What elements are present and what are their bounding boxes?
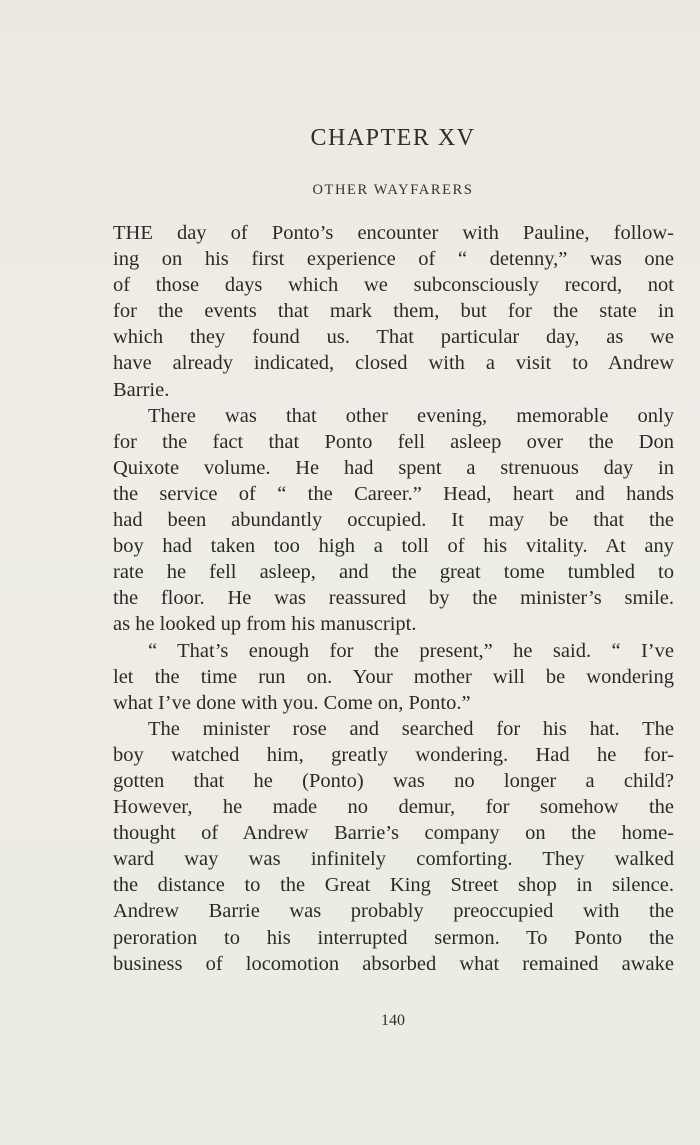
text-line: ward way was infinitely comforting. They walked xyxy=(113,848,674,871)
page-number: 140 xyxy=(381,1012,405,1029)
paragraph xyxy=(113,220,674,403)
text-line: had been abundantly occupied. It may be that the xyxy=(113,509,674,532)
text-line: There was that other evening, memorable only xyxy=(148,404,674,427)
paragraph xyxy=(113,403,674,638)
text-line: peroration to his interrupted sermon. To Ponto the xyxy=(113,926,674,949)
text-line: Barrie. xyxy=(113,378,170,401)
paragraph xyxy=(113,638,674,716)
text-line: business of locomotion absorbed what remained awake xyxy=(113,952,674,975)
text-line: THE day of Ponto’s encounter with Pauline, follow- xyxy=(113,222,674,244)
chapter-title: CHAPTER XV xyxy=(310,125,476,151)
text-line: Andrew Barrie was probably preoccupied with the xyxy=(113,900,674,923)
text-line: what I’ve done with you. Come on, Ponto.” xyxy=(113,691,471,714)
text-line: However, he made no demur, for somehow the xyxy=(113,796,674,819)
text-line: ing on his first experience of “ detenny,” was one xyxy=(113,248,674,271)
text-line: have already indicated, closed with a visit to Andrew xyxy=(113,352,674,375)
text-line: of those days which we subconsciously record, not xyxy=(113,274,674,297)
paragraph xyxy=(113,716,674,977)
text-line: for the fact that Ponto fell asleep over the Don xyxy=(113,430,674,453)
text-line: boy had taken too high a toll of his vitality. At any xyxy=(113,535,674,558)
text-line: boy watched him, greatly wondering. Had he for- xyxy=(113,743,674,766)
text-line: gotten that he (Ponto) was no longer a child? xyxy=(113,769,674,792)
text-line: “ That’s enough for the present,” he said. “ I’ve xyxy=(148,639,674,662)
text-line: the floor. He was reassured by the minister’s smile. xyxy=(113,587,674,610)
text-line: The minister rose and searched for his hat. The xyxy=(148,717,674,740)
text-line: the distance to the Great King Street shop in silence. xyxy=(113,874,674,897)
text-line: let the time run on. Your mother will be wondering xyxy=(113,665,674,688)
text-line: Quixote volume. He had spent a strenuous day in xyxy=(113,456,674,479)
text-line: thought of Andrew Barrie’s company on the home- xyxy=(113,822,674,845)
text-line: which they found us. That particular day, as we xyxy=(113,326,674,349)
text-line: for the events that mark them, but for the state in xyxy=(113,300,674,323)
text-line: rate he fell asleep, and the great tome tumbled to xyxy=(113,561,674,584)
text-line: the service of “ the Career.” Head, heart and hands xyxy=(113,482,674,505)
chapter-subtitle: OTHER WAYFARERS xyxy=(312,182,474,198)
body-text xyxy=(113,220,674,977)
text-line: as he looked up from his manuscript. xyxy=(113,613,417,636)
